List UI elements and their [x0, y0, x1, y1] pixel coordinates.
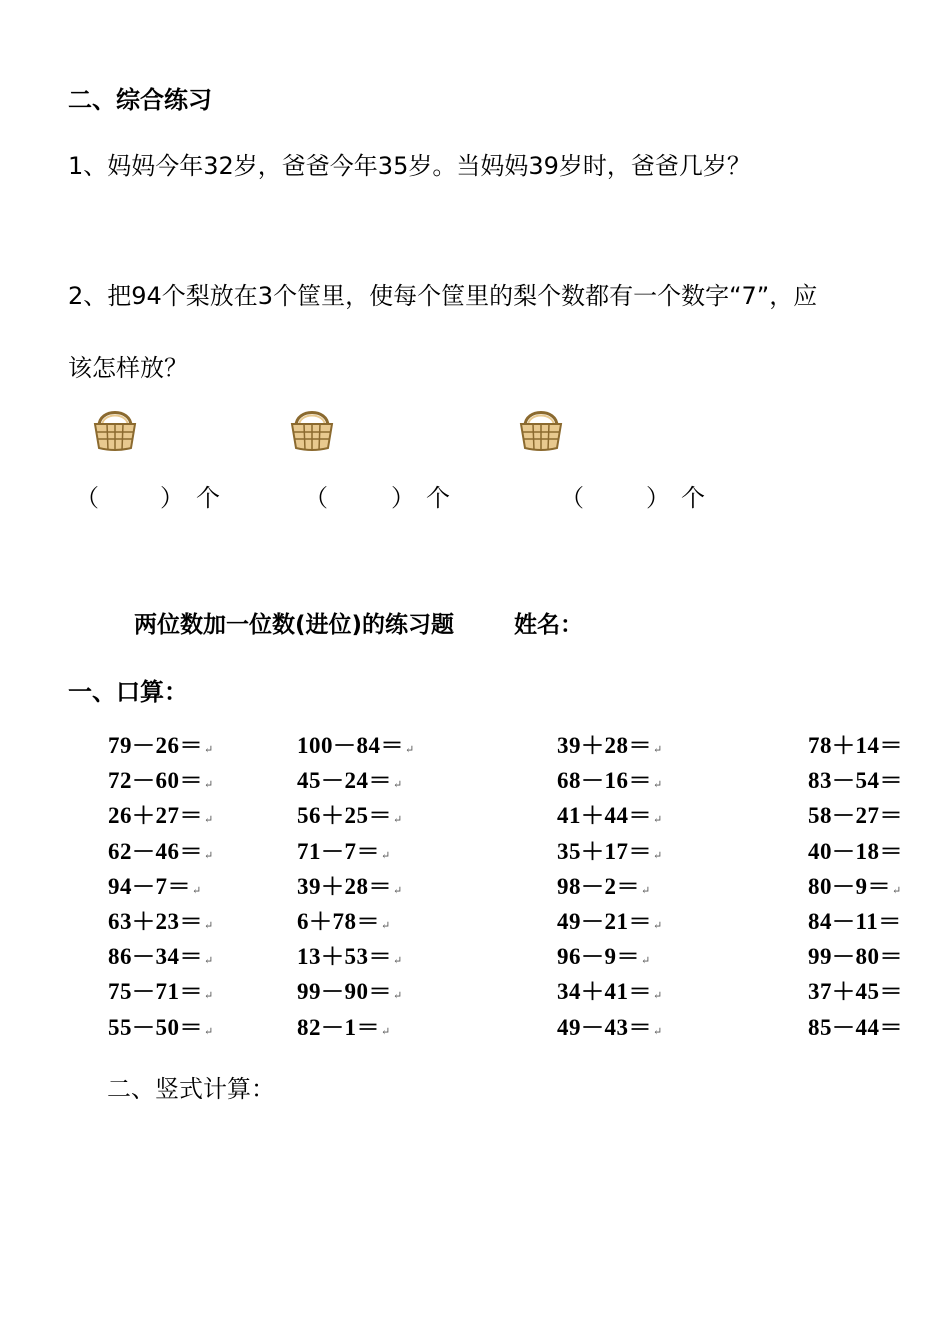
answer-blank-unit: 个: [681, 484, 705, 512]
calc-item: [297, 973, 403, 1006]
calc-expression: 83－54＝: [808, 768, 903, 794]
calc-item: [108, 762, 214, 795]
question-2-line-2: 该怎样放？: [68, 354, 188, 382]
answer-blank-close-paren: ）: [646, 484, 670, 512]
return-mark-icon: ↵: [892, 884, 902, 897]
calc-expression: 94－7＝: [108, 873, 191, 899]
return-mark-icon: ↵: [393, 814, 403, 827]
calc-expression: 98－2＝: [557, 873, 640, 899]
calc-item: [297, 727, 415, 760]
calc-expression: 49－21＝: [557, 909, 652, 934]
calc-expression: 71－7＝: [297, 838, 380, 864]
calc-item: [808, 868, 902, 901]
basket-icon: [91, 402, 139, 454]
calc-expression: 35＋17＝: [557, 838, 652, 864]
calc-expression: 40－18＝: [808, 838, 903, 864]
return-mark-icon: ↵: [204, 920, 214, 932]
calc-expression: 68－16＝: [557, 768, 652, 794]
calc-expression: 63＋23＝: [108, 909, 203, 934]
calc-item: [108, 903, 214, 936]
answer-blank-open-paren: （: [304, 484, 328, 512]
calc-expression: 34＋41＝: [557, 979, 652, 1005]
calc-expression: 62－46＝: [108, 838, 203, 864]
calc-item: [808, 797, 903, 830]
return-mark-icon: ↵: [204, 955, 214, 968]
calc-item: [808, 1009, 903, 1042]
calc-item: [808, 903, 902, 936]
calc-item: [808, 938, 903, 971]
calc-expression: 99－90＝: [297, 979, 392, 1005]
calc-item: [297, 1009, 391, 1042]
return-mark-icon: ↵: [653, 920, 663, 932]
calc-expression: 100－84＝: [297, 733, 404, 758]
return-mark-icon: ↵: [653, 814, 663, 827]
return-mark-icon: ↵: [204, 990, 214, 1003]
return-mark-icon: ↵: [393, 884, 403, 897]
basket-icon: [517, 402, 565, 454]
section-title-oral: 一、口算：: [68, 678, 188, 706]
calc-expression: 41＋44＝: [557, 803, 652, 829]
calc-item: [557, 762, 663, 795]
calc-expression: 79－26＝: [108, 733, 203, 758]
section-title-comprehensive: 二、综合练习: [68, 86, 212, 114]
return-mark-icon: ↵: [653, 744, 663, 756]
calc-item: [808, 973, 903, 1006]
return-mark-icon: ↵: [204, 1025, 214, 1038]
return-mark-icon: ↵: [381, 849, 391, 862]
calc-expression: 39＋28＝: [557, 733, 652, 758]
calc-expression: 86－34＝: [108, 944, 203, 970]
answer-blank-open-paren: （: [75, 484, 99, 512]
answer-blank-open-paren: （: [560, 484, 584, 512]
calc-item: [297, 797, 403, 830]
calc-item: [108, 973, 214, 1006]
calc-item: [297, 868, 403, 901]
calc-expression: 26＋27＝: [108, 803, 203, 829]
calc-item: [557, 833, 663, 866]
return-mark-icon: ↵: [405, 744, 415, 756]
calc-item: [108, 868, 202, 901]
calc-item: [557, 903, 663, 936]
basket-icon: [288, 402, 336, 454]
return-mark-icon: ↵: [204, 744, 214, 756]
calc-expression: 99－80＝: [808, 944, 903, 970]
calc-expression: 39＋28＝: [297, 873, 392, 899]
question-1: 1、妈妈今年32岁，爸爸今年35岁。当妈妈39岁时，爸爸几岁？: [68, 152, 751, 180]
calc-expression: 13＋53＝: [297, 944, 392, 970]
calc-item: [808, 727, 903, 760]
calc-item: [297, 903, 391, 936]
worksheet-title: 两位数加一位数(进位)的练习题: [134, 612, 455, 638]
return-mark-icon: ↵: [393, 955, 403, 968]
calc-item: [808, 833, 903, 866]
answer-blank-close-paren: ）: [160, 484, 184, 512]
name-label: 姓名：: [514, 612, 583, 638]
calc-item: [297, 938, 403, 971]
calc-item: [108, 797, 214, 830]
calc-expression: 78＋14＝: [808, 733, 903, 758]
calc-expression: 55－50＝: [108, 1014, 203, 1040]
calc-expression: 45－24＝: [297, 768, 392, 794]
calc-item: [297, 833, 391, 866]
calc-expression: 72－60＝: [108, 768, 203, 794]
return-mark-icon: ↵: [192, 884, 202, 897]
calc-item: [557, 727, 663, 760]
calc-expression: 75－71＝: [108, 979, 203, 1005]
calc-expression: 6＋78＝: [297, 909, 380, 934]
calc-item: [808, 762, 903, 795]
return-mark-icon: ↵: [653, 990, 663, 1003]
answer-blank-close-paren: ）: [391, 484, 415, 512]
calc-item: [557, 973, 663, 1006]
calc-expression: 85－44＝: [808, 1014, 903, 1040]
return-mark-icon: ↵: [381, 920, 391, 932]
return-mark-icon: ↵: [204, 849, 214, 862]
return-mark-icon: ↵: [641, 955, 651, 968]
answer-blank-unit: 个: [426, 484, 450, 512]
return-mark-icon: ↵: [204, 779, 214, 792]
return-mark-icon: ↵: [381, 1025, 391, 1038]
calc-item: [108, 727, 214, 760]
return-mark-icon: ↵: [393, 779, 403, 792]
return-mark-icon: ↵: [393, 990, 403, 1003]
calc-expression: 80－9＝: [808, 873, 891, 899]
section-title-vertical: 二、竖式计算：: [107, 1075, 275, 1103]
return-mark-icon: ↵: [653, 849, 663, 862]
calc-item: [297, 762, 403, 795]
return-mark-icon: ↵: [653, 779, 663, 792]
calc-item: [108, 938, 214, 971]
calc-item: [557, 1009, 663, 1042]
return-mark-icon: ↵: [204, 814, 214, 827]
calc-item: [557, 938, 651, 971]
calc-expression: 37＋45＝: [808, 979, 903, 1005]
return-mark-icon: ↵: [653, 1025, 663, 1038]
return-mark-icon: ↵: [641, 884, 651, 897]
calc-expression: 56＋25＝: [297, 803, 392, 829]
calc-item: [108, 1009, 214, 1042]
calc-expression: 49－43＝: [557, 1014, 652, 1040]
calc-item: [557, 868, 651, 901]
question-2-line-1: 2、把94个梨放在3个筐里，使每个筐里的梨个数都有一个数字“7”，应: [68, 282, 818, 310]
calc-expression: 82－1＝: [297, 1014, 380, 1040]
calc-item: [108, 833, 214, 866]
calc-item: [557, 797, 663, 830]
calc-expression: 58－27＝: [808, 803, 903, 829]
answer-blank-unit: 个: [196, 484, 220, 512]
calc-expression: 96－9＝: [557, 944, 640, 970]
calc-expression: 84－11＝: [808, 909, 902, 934]
